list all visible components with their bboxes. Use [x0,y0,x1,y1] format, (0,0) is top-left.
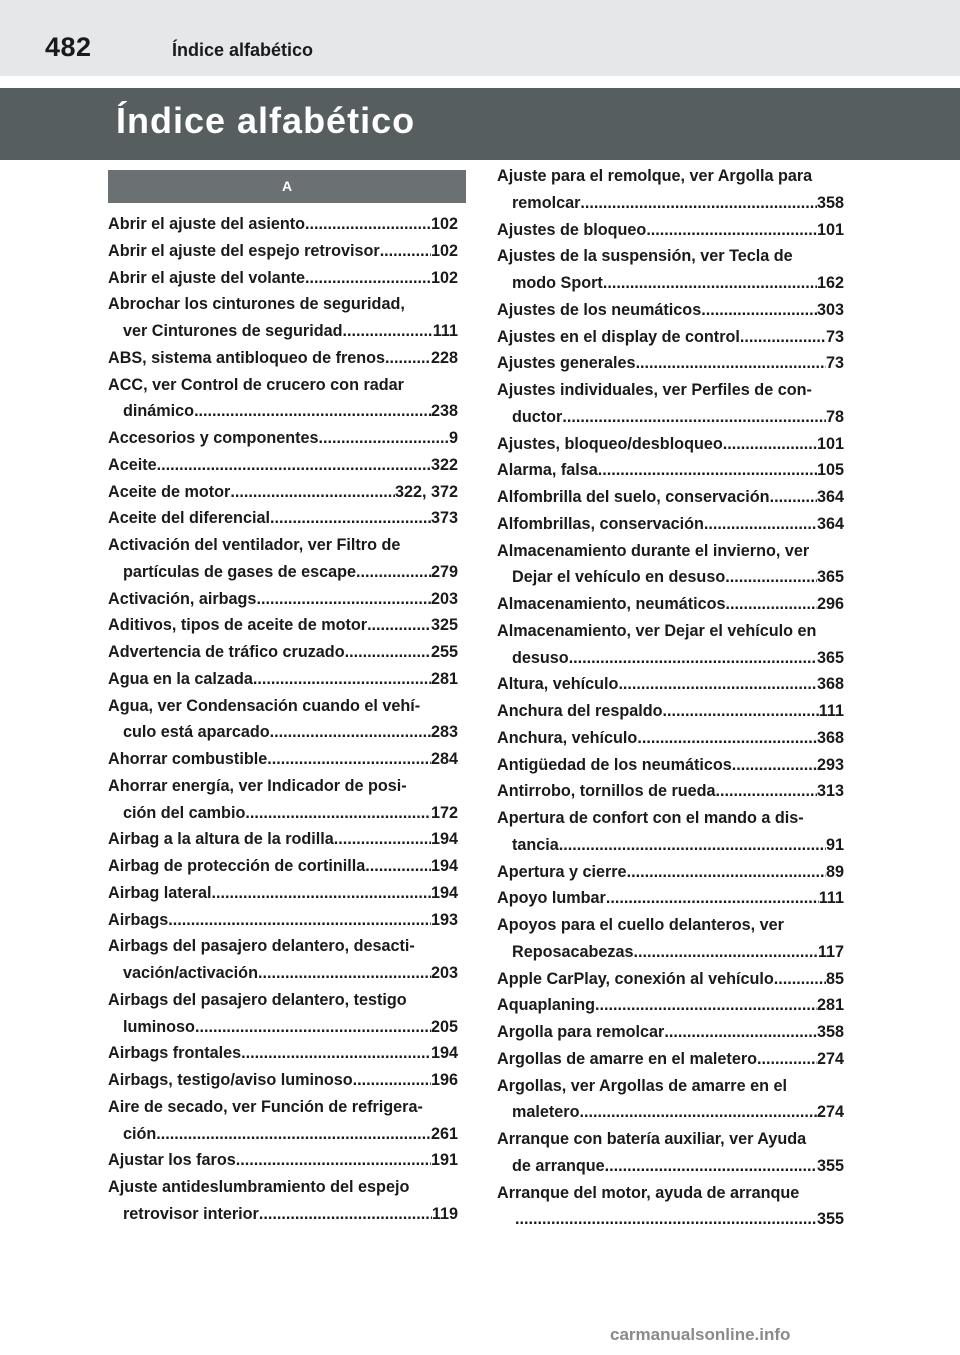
leader-dots [723,431,817,458]
leader-dots [270,505,431,532]
index-entry [497,859,844,886]
index-entry-page: 172 [430,803,458,822]
index-entry-text: Alfombrillas, conservación [497,514,704,533]
leader-dots [168,907,431,934]
leader-dots [270,719,431,746]
leader-dots [259,1201,432,1228]
index-entry-page: 101 [816,434,844,453]
index-entry [108,987,458,1041]
index-entry [108,211,458,238]
index-entry-text: Ajustes de bloqueo [497,220,647,239]
index-entry-text: Activación del ventilador, ver Filtro de [108,536,401,554]
index-entry [108,746,458,773]
index-entry-page: 322 [430,455,458,474]
leader-dots [637,725,817,752]
index-entry [108,773,458,827]
leader-dots [258,960,431,987]
index-entry-text: Argollas de amarre en el maletero [497,1049,758,1068]
index-entry-text: Aire de secado, ver Función de refrigera- [108,1097,423,1116]
index-entry-page: 73 [825,354,844,373]
index-entry [497,778,844,805]
leader-dots [157,452,431,479]
index-entry-page: 281 [816,996,844,1015]
index-entry-text: Alarma, falsa [497,461,598,480]
index-entry [497,591,844,618]
index-entry-page: 293 [816,755,844,774]
index-entry-text: partículas de gases de escape [123,562,357,581]
index-entry [108,693,458,747]
index-entry [497,698,844,725]
index-entry [497,725,844,752]
index-entry [108,372,458,426]
index-entry-text: Airbag lateral [108,883,212,902]
index-entry-text: culo está aparcado [123,723,270,742]
page-title: Índice alfabético [116,100,416,141]
index-entry-text: Ajustes de los neumáticos [497,300,702,319]
index-entry-page: 228 [430,348,458,367]
index-entry-page: 194 [430,1044,458,1063]
index-entry-text: Agua, ver Condensación cuando el vehí- [108,696,421,715]
leader-dots [701,297,817,324]
index-entry [497,324,844,351]
leader-dots [256,586,431,613]
index-entry [497,297,844,324]
index-entry [108,853,458,880]
index-entry-text: Aceite del diferencial [108,509,270,528]
index-entry [497,538,844,592]
index-entry-page: 196 [430,1071,458,1089]
index-entry-text: Anchura, vehículo [497,728,638,747]
index-entry-text: Antigüedad de los neumáticos [497,755,732,774]
index-entry-text: ver Cinturones de seguridad [123,322,343,340]
leader-dots [156,1121,431,1148]
index-entry-page: 102 [430,215,458,233]
index-entry [497,966,844,993]
leader-dots [230,479,395,506]
index-entry [108,479,458,506]
header-bar [0,0,960,76]
index-entry-text: Ajustes, bloqueo/desbloqueo [497,434,723,453]
index-entry-page: 325 [430,616,458,635]
index-entry-text: Almacenamiento, ver Dejar el vehículo en [497,621,817,640]
index-entry [108,586,458,613]
index-entry [108,452,458,479]
index-entry-text: ción del cambio [123,803,246,822]
index-entry-text: Aditivos, tipos de aceite de motor [108,616,368,635]
index-entry [108,933,458,987]
index-entry-text: Ajustes en el display de control [497,327,740,346]
index-entry [497,484,844,511]
index-entry-text: Apoyo lumbar [497,889,606,908]
index-entry-page: 91 [825,835,844,854]
leader-dots [305,211,431,238]
index-entry-text: Airbags del pasajero delantero, testigo [108,990,407,1009]
index-entry-text: Arranque con batería auxiliar, ver Ayuda [497,1130,807,1148]
index-entry [108,1067,458,1094]
index-entry-text: Abrir el ajuste del asiento [108,215,306,233]
leader-dots [725,564,817,591]
index-entry-text: Apoyos para el cuello delanteros, ver [497,916,784,934]
index-entry-text: Airbag a la altura de la rodilla [108,830,334,849]
index-entry-text: Aceite [108,455,157,474]
index-entry [497,511,844,538]
leader-dots [380,238,431,265]
index-entry-page: 364 [816,514,844,533]
index-entry-page: 194 [430,857,458,875]
index-entry-page: 205 [430,1017,458,1036]
index-column-left [108,211,458,1228]
index-column-right [497,163,844,1233]
index-entry [108,880,458,907]
index-entry-text: de arranque [512,1156,605,1175]
running-title: Índice alfabético [172,40,314,60]
index-entry-text: luminoso [123,1017,195,1036]
index-entry-text: Almacenamiento, neumáticos [497,595,726,613]
index-entry [497,163,844,217]
leader-dots [569,645,817,672]
index-entry-page: 296 [816,595,844,613]
index-entry [108,265,458,292]
index-entry-text: Apertura de confort con el mando a dis- [497,809,804,827]
index-entry-text: Airbags, testigo/aviso luminoso [108,1071,353,1089]
leader-dots [740,324,826,351]
leader-dots [663,698,819,725]
index-entry-page: 358 [816,193,844,212]
index-entry-page: 203 [430,589,458,608]
leader-dots [726,591,817,618]
index-entry-page: 261 [430,1124,458,1143]
index-entry-text: ACC, ver Control de crucero con radar [108,375,404,394]
index-entry-text: retrovisor interior [123,1204,259,1223]
index-entry-page: 102 [430,268,458,287]
index-entry-text: Airbags frontales [108,1044,242,1063]
index-entry-page: 368 [816,728,844,747]
index-entry-text: Accesorios y componentes [108,429,319,447]
leader-dots [770,484,817,511]
index-entry [497,377,844,431]
leader-dots [319,425,449,452]
leader-dots [774,966,826,993]
index-entry-text: Dejar el vehículo en desuso [512,568,726,587]
index-entry-page: 194 [430,883,458,902]
index-entry-text: Antirrobo, tornillos de rueda [497,782,716,801]
index-entry-page: 279 [430,562,458,581]
index-entry [497,350,844,377]
index-entry-text: Ajustes de la suspensión, ver Tecla de [497,247,793,266]
index-entry [108,1094,458,1148]
index-entry-page: 117 [817,942,844,961]
index-entry-text: dinámico [123,402,195,421]
leader-dots [345,639,431,666]
index-entry-page: 281 [430,669,458,688]
index-entry [497,671,844,698]
index-entry-text: maletero [512,1103,580,1122]
index-entry-text: Argollas, ver Argollas de amarre en el [497,1076,787,1095]
index-entry [108,826,458,853]
index-entry [108,612,458,639]
index-entry-text: Ahorrar combustible [108,750,268,768]
index-entry-page: 283 [430,723,458,742]
index-entry [108,639,458,666]
index-entry [108,505,458,532]
page-number: 482 [45,32,92,62]
index-entry [108,1174,458,1228]
leader-dots [603,270,817,297]
index-entry-page: 78 [825,407,844,426]
index-entry [497,217,844,244]
index-entry-page: 85 [825,969,844,988]
index-entry [497,1126,844,1180]
index-entry [497,805,844,859]
index-entry [108,907,458,934]
leader-dots [356,559,431,586]
index-entry-text: Ahorrar energía, ver Indicador de posi- [108,776,407,795]
index-entry-page: 9 [448,429,458,447]
leader-dots [253,666,431,693]
leader-dots [704,511,817,538]
index-entry-text: Apertura y cierre [497,862,627,881]
index-entry-text: tancia [512,835,559,854]
index-entry [108,345,458,372]
index-entry-page: 355 [816,1156,844,1175]
leader-dots [732,752,817,779]
leader-dots [633,939,817,966]
watermark: carmanualsonline.info [610,1325,791,1344]
leader-dots [562,404,826,431]
index-entry [497,1073,844,1127]
index-entry-page: 238 [430,402,458,421]
index-entry [497,431,844,458]
index-entry-text: desuso [512,648,569,667]
index-entry-page: 303 [816,300,844,319]
index-entry-page: 119 [431,1204,458,1223]
index-entry [497,457,844,484]
index-entry-page: 111 [818,889,844,908]
index-entry-text: Airbag de protección de cortinilla [108,857,366,875]
index-entry-text: Agua en la calzada [108,669,253,688]
leader-dots [716,778,817,805]
index-entry [497,992,844,1019]
index-entry-page: 274 [816,1103,844,1122]
letter-heading-label: A [281,178,293,194]
leader-dots [515,1206,817,1233]
index-entry [497,1046,844,1073]
leader-dots [195,1014,431,1041]
leader-dots [579,1099,817,1126]
leader-dots [646,217,817,244]
index-entry-text: Argolla para remolcar [497,1023,665,1041]
index-entry-text: vación/activación [123,964,258,982]
index-entry [108,1147,458,1174]
leader-dots [334,826,431,853]
index-entry-text: Apple CarPlay, conexión al vehículo [497,969,774,988]
leader-dots [559,832,826,859]
index-entry-text: Advertencia de tráfico cruzado [108,643,345,661]
index-entry-text: Aquaplaning [497,996,596,1015]
index-entry [497,1180,844,1234]
leader-dots [241,1040,431,1067]
index-entry-text: Anchura del respaldo [497,702,663,720]
index-entry-page: 102 [430,241,458,260]
index-entry-page: 368 [816,675,844,694]
index-entry [108,238,458,265]
index-entry [108,425,458,452]
leader-dots [606,885,819,912]
leader-dots [305,265,431,292]
leader-dots [194,398,431,425]
index-entry [497,752,844,779]
letter-heading [108,170,466,203]
index-entry-text: Airbags del pasajero delantero, desacti- [108,937,415,956]
index-entry-page: 203 [430,964,458,982]
index-entry-text: Abrir el ajuste del volante [108,268,306,287]
leader-dots [211,880,431,907]
leader-dots [618,671,817,698]
index-entry-text: Abrir el ajuste del espejo retrovisor [108,241,380,260]
index-entry-page: 274 [816,1049,844,1068]
leader-dots [664,1019,817,1046]
leader-dots [605,1153,817,1180]
leader-dots [627,859,826,886]
index-entry-text: Alfombrilla del suelo, conservación [497,488,770,506]
index-entry-page: 111 [818,702,844,720]
index-entry-text: Airbags [108,910,169,929]
index-entry-text: Ajustar los faros [108,1151,236,1170]
index-entry-text: ABS, sistema antibloqueo de frenos [108,348,386,367]
index-entry-page: 373 [430,509,458,528]
index-entry-text: Ajuste para el remolque, ver Argolla para [497,167,813,185]
index-entry-text: Aceite de motor [108,482,231,501]
index-entry-page: 73 [825,327,844,346]
leader-dots [353,1067,431,1094]
leader-dots [598,457,817,484]
index-entry-text: Arranque del motor, ayuda de arranque [497,1183,800,1202]
leader-dots [757,1046,817,1073]
index-entry-text: ductor [512,407,563,426]
leader-dots [342,318,432,345]
index-entry-page: 191 [430,1151,458,1170]
index-entry-page: 365 [816,568,844,587]
leader-dots [385,345,431,372]
index-entry-text: ción [123,1124,157,1143]
index-entry-page: 111 [432,322,458,340]
index-entry [108,291,458,345]
index-entry-page: 89 [825,862,844,881]
index-entry-text: Ajuste antideslumbramiento del espejo [108,1178,410,1196]
leader-dots [580,190,817,217]
index-entry [497,618,844,672]
leader-dots [245,800,431,827]
index-entry-page: 365 [816,648,844,667]
leader-dots [367,612,431,639]
leader-dots [595,992,817,1019]
index-entry [108,666,458,693]
index-entry-page: 101 [816,220,844,239]
index-entry-text: remolcar [512,193,581,212]
index-entry-page: 313 [816,782,844,801]
leader-dots [365,853,431,880]
index-entry [497,912,844,966]
index-entry-page: 364 [816,488,844,506]
index-entry [108,532,458,586]
leader-dots [636,350,826,377]
index-entry [497,243,844,297]
index-entry [108,1040,458,1067]
index-entry-text: Ajustes generales [497,354,636,373]
index-entry-text: Almacenamiento durante el invierno, ver [497,541,810,560]
index-entry-text: modo Sport [512,274,603,292]
index-entry-page: 162 [816,274,844,292]
index-entry-page: 193 [430,910,458,929]
index-entry [497,1019,844,1046]
index-entry-page: 284 [430,750,458,768]
index-entry-text: Abrochar los cinturones de seguridad, [108,295,405,314]
index-entry [497,885,844,912]
index-entry-page: 322, 372 [394,482,458,501]
index-entry-page: 255 [430,643,458,661]
index-entry-page: 105 [816,461,844,480]
index-entry-text: Ajustes individuales, ver Perfiles de con- [497,381,812,399]
index-entry-text: Activación, airbags [108,589,257,608]
leader-dots [236,1147,431,1174]
index-entry-page: 355 [816,1210,844,1229]
index-entry-text: Altura, vehículo [497,675,619,694]
leader-dots [267,746,431,773]
index-entry-page: 358 [816,1023,844,1041]
index-entry-text: Reposacabezas [512,942,634,961]
index-entry-page: 194 [430,830,458,849]
